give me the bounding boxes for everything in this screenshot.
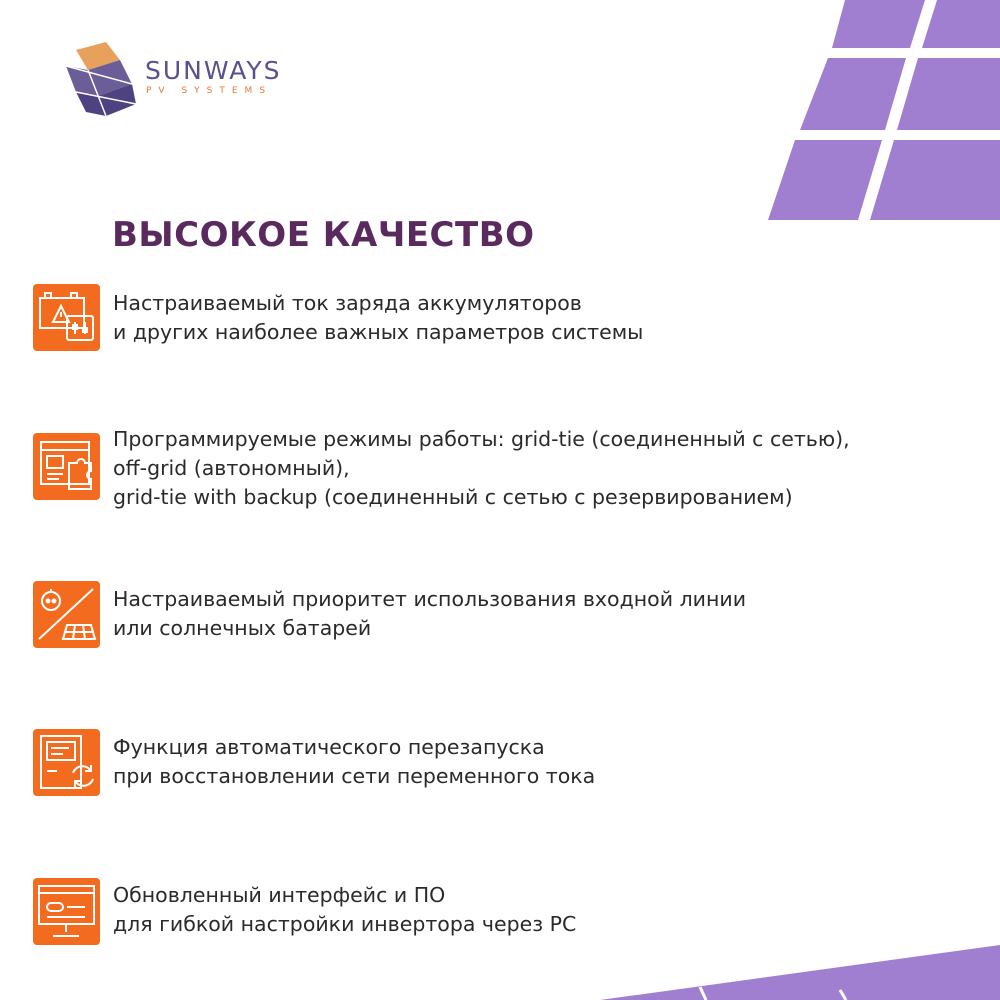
- input-priority-icon: [33, 581, 100, 648]
- page-title: ВЫСОКОЕ КАЧЕСТВО: [112, 215, 535, 255]
- program-modes-icon: [33, 433, 100, 500]
- feature-text-line: grid-tie with backup (соединенный с сетью с резервированием): [113, 485, 793, 509]
- solar-panel-logo-icon: [62, 38, 142, 118]
- feature-text-line: для гибкой настройки инвертора через PC: [113, 912, 577, 936]
- feature-text-line: и других наиболее важных параметров системы: [113, 320, 644, 344]
- feature-text-line: off-grid (автономный),: [113, 456, 350, 480]
- brand-tagline: PV SYSTEMS: [146, 86, 273, 96]
- feature-text-line: Обновленный интерфейс и ПО: [113, 883, 446, 907]
- feature-text-line: Функция автоматического перезапуска: [113, 735, 545, 759]
- pc-interface-icon: [33, 878, 100, 945]
- feature-text-line: Настраиваемый приоритет использования входной линии: [113, 587, 747, 611]
- auto-restart-icon: [33, 729, 100, 796]
- feature-text-line: или солнечных батарей: [113, 616, 372, 640]
- feature-text-line: Программируемые режимы работы: grid-tie (соединенный с сетью),: [113, 427, 850, 451]
- brand-name: SUNWAYS: [145, 56, 282, 85]
- feature-text-line: при восстановлении сети переменного тока: [113, 764, 596, 788]
- battery-settings-icon: [33, 284, 100, 351]
- feature-text-line: Настраиваемый ток заряда аккумуляторов: [113, 291, 582, 315]
